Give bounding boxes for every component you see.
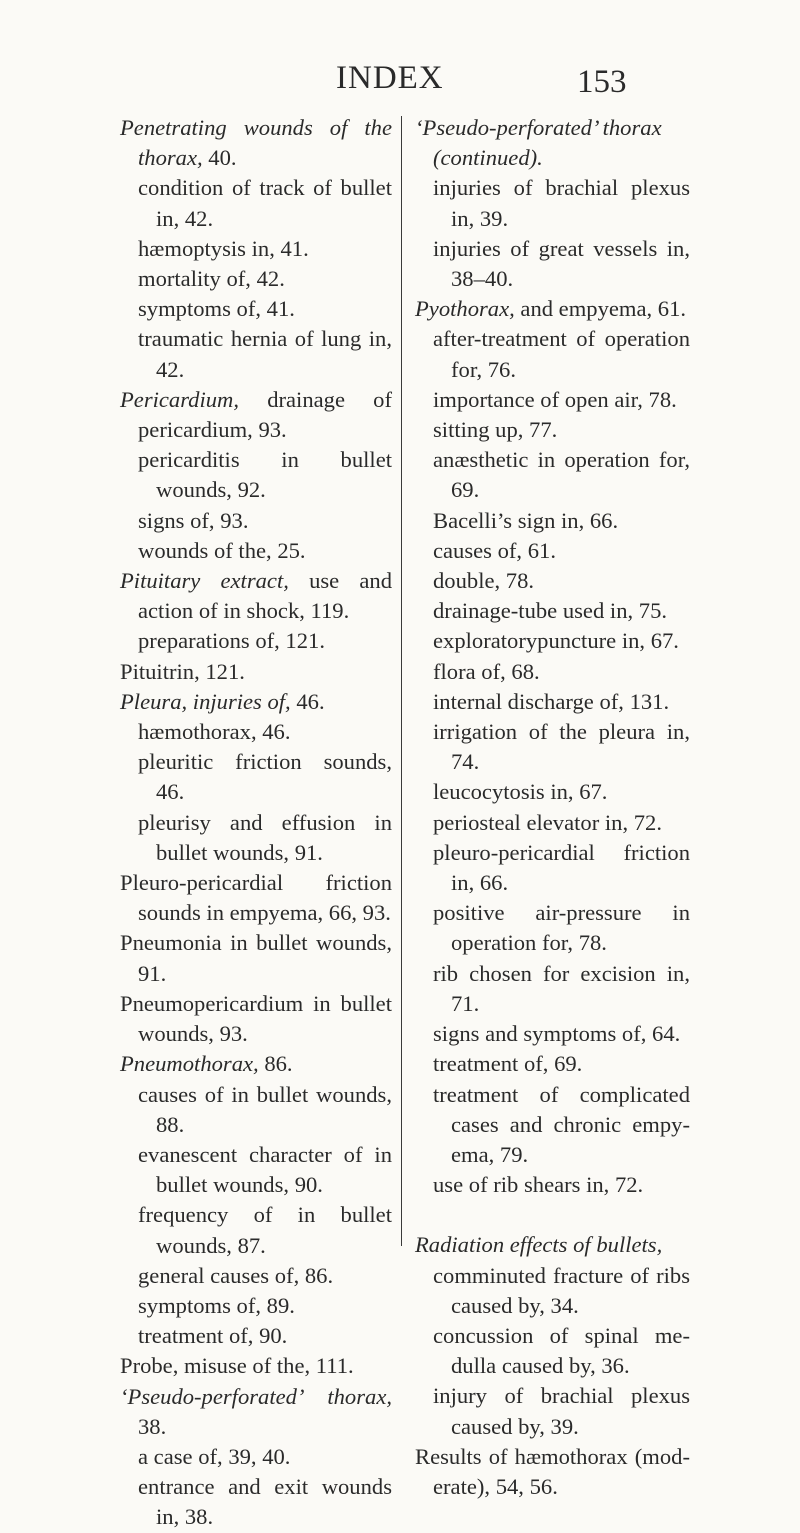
index-entry	[120, 113, 392, 173]
index-subentry: leucocytosis in, 67.	[433, 779, 608, 805]
entry-heading: Pneumothorax,	[120, 1051, 259, 1077]
entry-heading: Pleura, injuries of,	[120, 688, 291, 714]
index-subentry: symptoms of, 89.	[138, 1292, 295, 1318]
entry-text: 86.	[258, 1051, 293, 1077]
entry-heading: ‘Pseudo-perforated’ thorax,	[120, 1383, 392, 1409]
index-subentry: hæmoptysis in, 41.	[138, 235, 309, 261]
index-subentry: internal discharge of, 131.	[433, 688, 670, 714]
index-subentry: periosteal elevator in, 72.	[433, 809, 662, 835]
index-subentry: wounds of the, 25.	[138, 537, 306, 563]
index-entry	[120, 385, 392, 445]
index-subentry: general causes of, 86.	[138, 1262, 334, 1288]
index-subentry: importance of open air, 78.	[433, 386, 677, 412]
index-subentry: treatment of, 69.	[433, 1051, 583, 1077]
entry-heading: Pericardium,	[120, 386, 240, 412]
index-subentry: injuries of brachial plexus in, 39.	[433, 175, 690, 231]
index-subentry: treatment of, 90.	[138, 1323, 288, 1349]
index-subentry: exploratorypuncture in, 67.	[433, 628, 679, 654]
index-subentry: causes of, 61.	[433, 537, 556, 563]
index-entry: Pleuro-pericardial friction sounds in empyema, 66, 93.	[120, 870, 392, 926]
index-subentry: Bacelli’s sign in, 66.	[433, 507, 619, 533]
index-subentry: use of rib shears in, 72.	[433, 1172, 644, 1198]
continued-label: (continued).	[433, 145, 543, 171]
index-subentry: preparations of, 121.	[138, 628, 325, 654]
index-subentry: pleuritic friction sounds, 46.	[138, 749, 392, 805]
index-subentry: treatment of complicated cases and chronic empyema, 79.	[433, 1081, 690, 1167]
entry-heading: Pyothorax,	[415, 296, 515, 322]
index-entry-continued	[415, 113, 690, 143]
index-entry: Pneumopericardium in bullet wounds, 93.	[120, 990, 392, 1047]
entry-heading: Radiation effects of bullets,	[415, 1232, 663, 1258]
index-entry: Pneumonia in bullet wounds, 91.	[120, 930, 392, 986]
page-title: INDEX	[336, 60, 444, 96]
index-subentry: comminuted fracture of ribs caused by, 34.	[433, 1262, 690, 1318]
index-subentry: sitting up, 77.	[433, 417, 558, 443]
entry-text: 40.	[202, 145, 237, 171]
index-subentry: concussion of spinal medulla caused by, 36.	[433, 1322, 690, 1379]
index-subentry: positive air-pressure in operation for, 78.	[433, 900, 690, 956]
column-divider	[401, 116, 402, 1246]
index-subentry: signs of, 93.	[138, 507, 249, 533]
index-entry	[120, 1382, 392, 1442]
index-subentry: symptoms of, 41.	[138, 296, 295, 322]
entry-text: drainage of pericardium, 93.	[138, 386, 392, 443]
entry-heading: Pituitary extract,	[120, 568, 289, 594]
index-entry	[120, 566, 392, 626]
page-header	[0, 58, 800, 98]
index-subentry: anæsthetic in operation for, 69.	[433, 447, 690, 503]
index-entry: Results of hæmothorax (moderate), 54, 56.	[415, 1443, 690, 1499]
index-subentry: rib chosen for excision in, 71.	[433, 960, 690, 1016]
entry-text: use and action of in shock, 119.	[138, 568, 392, 624]
entry-text: 38.	[138, 1413, 167, 1439]
index-entry	[120, 1049, 392, 1079]
index-subentry: entrance and exit wounds in, 38.	[138, 1474, 392, 1530]
index-subentry: signs and symptoms of, 64.	[433, 1021, 681, 1047]
index-subentry: drainage-tube used in, 75.	[433, 598, 668, 624]
index-subentry: condition of track of bullet in, 42.	[138, 175, 392, 231]
index-subentry: double, 78.	[433, 568, 535, 594]
index-subentry: a case of, 39, 40.	[138, 1443, 291, 1469]
index-subentry: injury of brachial plexus caused by, 39.	[433, 1383, 690, 1439]
index-subentry: mortality of, 42.	[138, 266, 285, 292]
index-entry: Pituitrin, 121.	[120, 658, 245, 684]
index-subentry: pleurisy and effusion in bullet wounds, 91.	[138, 809, 392, 865]
index-subentry: frequency of in bullet wounds, 87.	[138, 1202, 392, 1258]
entry-text: 46.	[290, 688, 325, 714]
entry-heading: Penetrating wounds of the thorax,	[120, 115, 392, 171]
index-entry	[415, 294, 690, 324]
index-subentry: injuries of great vessels in, 38–40.	[433, 235, 690, 292]
left-column	[120, 113, 392, 1533]
page-number: 153	[577, 64, 627, 100]
index-subentry: irrigation of the pleura in, 74.	[433, 719, 690, 775]
index-entry	[415, 1230, 690, 1260]
entry-heading: ‘Pseudo-perforated’ thorax	[415, 115, 662, 140]
index-entry: Probe, misuse of the, 111.	[120, 1353, 354, 1379]
index-subentry: pericarditis in bullet wounds, 92.	[138, 447, 392, 503]
index-subentry: pleuro-pericardial friction in, 66.	[433, 839, 690, 896]
index-subentry: traumatic hernia of lung in, 42.	[138, 326, 392, 382]
index-subentry: hæmothorax, 46.	[138, 719, 291, 745]
index-subentry: causes of in bullet wounds, 88.	[138, 1081, 392, 1137]
index-subentry: evanescent character of in bullet wounds, 90.	[138, 1141, 392, 1198]
index-subentry: flora of, 68.	[433, 658, 540, 684]
right-column	[415, 113, 690, 1502]
index-subentry: after-treatment of operation for, 76.	[433, 326, 690, 382]
entry-text: and empyema, 61.	[514, 296, 687, 322]
index-entry	[120, 687, 392, 717]
